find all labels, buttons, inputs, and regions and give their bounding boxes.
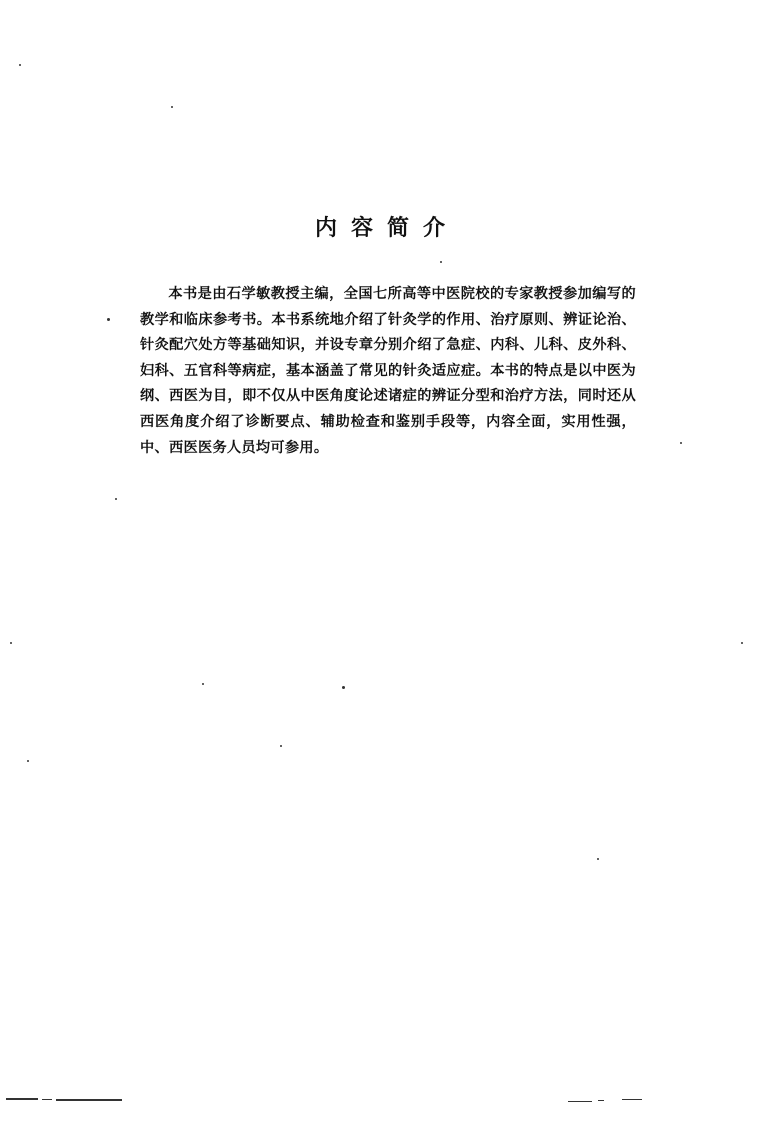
scan-speck [597,858,599,860]
scan-edge-mark [56,1099,122,1101]
scan-speck [280,745,282,747]
scan-speck [440,261,442,263]
scan-speck [680,442,682,444]
scan-edge-mark [6,1098,38,1100]
scan-edge-mark [622,1099,642,1100]
scan-speck [10,642,12,644]
scan-speck [342,686,345,689]
scan-speck [27,760,29,762]
scan-speck [115,498,117,500]
summary-paragraph: 本书是由石学敏教授主编，全国七所高等中医院校的专家教授参加编写的教学和临床参考书。本书系统地介绍了针灸学的作用、治疗原则、辨证论治、针灸配穴处方等基础知识，并设专章分别介绍了急症、内科、儿科、皮外科、妇科、五官科等病症，基本涵盖了常见的针灸适应症。本书的特点是以中医为纲、西医为目，即不仅从中医角度论述诸症的辨证分型和治疗方法，同时还从西医角度介绍了诊断要点、辅助检查和鉴别手段等，内容全面，实用性强，中、西医医务人员均可参用。 [140,286,636,456]
scan-speck [741,642,743,644]
scan-speck [202,683,204,685]
scan-speck [19,64,21,66]
page-title: 内容简介 [314,216,459,241]
scan-edge-mark [42,1099,52,1100]
scan-speck [171,106,173,108]
scan-speck [107,318,110,321]
scan-edge-mark [598,1100,604,1101]
scan-edge-mark [568,1101,592,1102]
